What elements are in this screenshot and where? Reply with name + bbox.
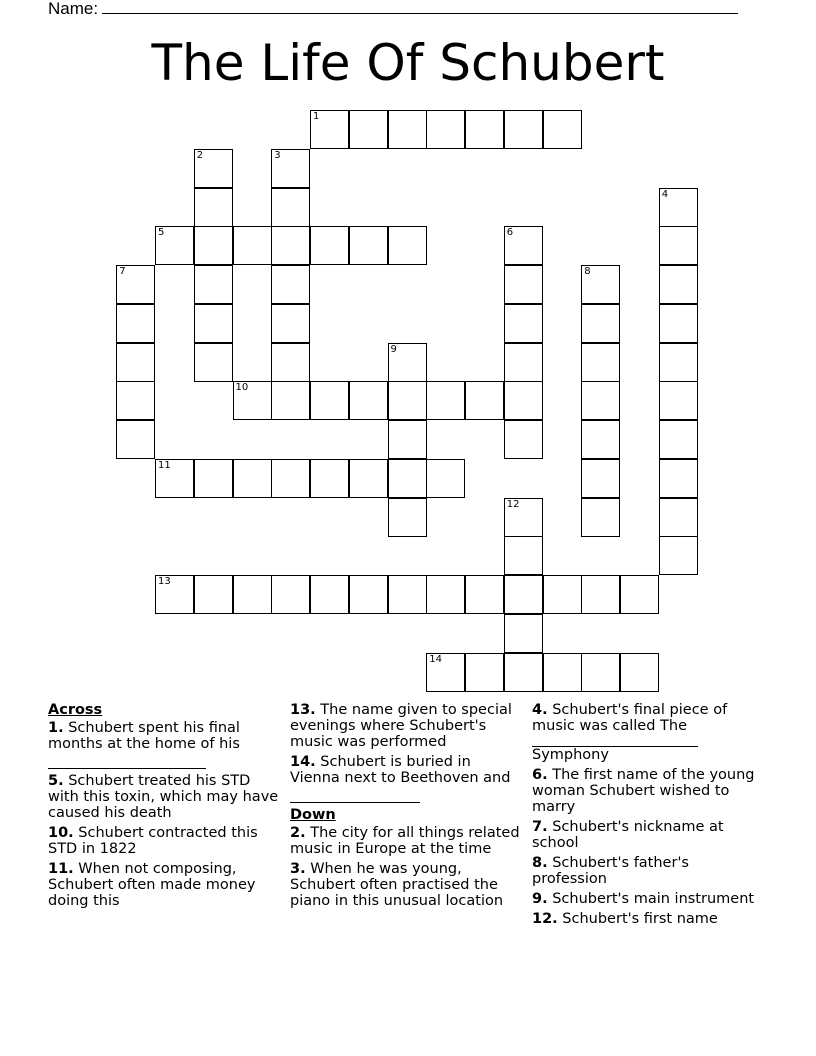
grid-cell[interactable] xyxy=(504,265,543,304)
grid-cell[interactable] xyxy=(194,226,233,265)
grid-cell[interactable] xyxy=(659,420,698,459)
clue-down-6: 6. The first name of the young woman Schubert wished to marry xyxy=(532,767,755,815)
clues-column-2 xyxy=(290,702,522,913)
grid-cell[interactable] xyxy=(388,575,427,614)
grid-cell[interactable] xyxy=(465,575,504,614)
grid-cell[interactable] xyxy=(504,226,543,265)
clue-across-11: 11. When not composing, Schubert often made money doing this xyxy=(48,861,256,909)
grid-cell[interactable] xyxy=(349,226,388,265)
clue-down-2: 2. The city for all things related music in Europe at the time xyxy=(290,825,520,857)
grid-cell[interactable] xyxy=(155,575,194,614)
grid-cell[interactable] xyxy=(116,420,155,459)
grid-cell[interactable] xyxy=(581,420,620,459)
grid-cell[interactable] xyxy=(271,265,310,304)
grid-cell[interactable] xyxy=(310,110,349,149)
grid-cell[interactable] xyxy=(620,575,659,614)
grid-cell[interactable] xyxy=(194,188,233,227)
grid-cell[interactable] xyxy=(233,381,272,420)
clue-number: 14 xyxy=(429,653,442,665)
grid-cell[interactable] xyxy=(388,110,427,149)
grid-cell[interactable] xyxy=(426,459,465,498)
grid-cell[interactable] xyxy=(504,420,543,459)
grid-cell[interactable] xyxy=(581,575,620,614)
grid-cell[interactable] xyxy=(155,459,194,498)
grid-cell[interactable] xyxy=(659,536,698,575)
clue-number: 5 xyxy=(158,227,165,239)
page-title: The Life Of Schubert xyxy=(151,34,665,92)
grid-cell[interactable] xyxy=(349,575,388,614)
grid-cell[interactable] xyxy=(271,381,310,420)
clue-down-9: 9. Schubert's main instrument xyxy=(532,891,755,907)
clue-number: 11 xyxy=(158,459,171,471)
answer-blank-line xyxy=(532,734,698,747)
clue-number: 8 xyxy=(584,266,591,277)
grid-cell[interactable] xyxy=(504,575,543,614)
grid-cell[interactable] xyxy=(504,304,543,343)
grid-cell[interactable] xyxy=(659,343,698,382)
grid-cell[interactable] xyxy=(659,381,698,420)
grid-cell[interactable] xyxy=(271,226,310,265)
grid-cell[interactable] xyxy=(310,226,349,265)
grid-cell[interactable] xyxy=(581,459,620,498)
grid-cell[interactable] xyxy=(543,575,582,614)
clue-number: 7 xyxy=(119,266,126,277)
grid-cell[interactable] xyxy=(271,304,310,343)
clue-across-14: 14. Schubert is buried in Vienna next to Beethoven and xyxy=(290,754,511,786)
grid-cell[interactable] xyxy=(388,343,427,382)
grid-cell[interactable] xyxy=(504,536,543,575)
clue-across-10: 10. Schubert contracted this STD in 1822 xyxy=(48,825,258,857)
grid-cell[interactable] xyxy=(194,459,233,498)
answer-blank-line xyxy=(290,790,420,803)
grid-cell[interactable] xyxy=(388,381,427,420)
grid-cell[interactable] xyxy=(581,265,620,304)
grid-cell[interactable] xyxy=(504,498,543,537)
clue-across-5: 5. Schubert treated his STD with this toxin, which may have caused his death xyxy=(48,773,279,821)
grid-cell[interactable] xyxy=(194,304,233,343)
clue-number: 9 xyxy=(390,343,397,355)
clue-number: 12 xyxy=(506,498,520,510)
grid-cell[interactable] xyxy=(620,653,659,692)
grid-cell[interactable] xyxy=(465,110,504,149)
grid-cell[interactable] xyxy=(426,575,465,614)
grid-cell[interactable] xyxy=(426,653,465,692)
grid-cell[interactable] xyxy=(233,459,272,498)
grid-cell[interactable] xyxy=(465,381,504,420)
grid-cell[interactable] xyxy=(271,459,310,498)
grid-cell[interactable] xyxy=(504,653,543,692)
grid-cell[interactable] xyxy=(349,459,388,498)
clue-down-4: 4. Schubert's final piece of music was called The xyxy=(532,702,728,734)
grid-cell[interactable] xyxy=(349,110,388,149)
grid-cell[interactable] xyxy=(310,459,349,498)
grid-cell[interactable] xyxy=(271,188,310,227)
grid-cell[interactable] xyxy=(659,459,698,498)
grid-cell[interactable] xyxy=(581,381,620,420)
grid-cell[interactable] xyxy=(155,226,194,265)
grid-cell[interactable] xyxy=(465,653,504,692)
grid-cell[interactable] xyxy=(194,265,233,304)
grid-cell[interactable] xyxy=(116,304,155,343)
clue-down-8: 8. Schubert's father's profession xyxy=(532,855,689,887)
grid-cell[interactable] xyxy=(233,575,272,614)
grid-cell[interactable] xyxy=(659,265,698,304)
clue-down-12: 12. Schubert's first name xyxy=(532,911,718,927)
grid-cell[interactable] xyxy=(543,653,582,692)
grid-cell[interactable] xyxy=(310,575,349,614)
grid-cell[interactable] xyxy=(659,498,698,537)
clue-number: 3 xyxy=(274,149,281,161)
grid-cell[interactable] xyxy=(581,498,620,537)
grid-cell[interactable] xyxy=(504,343,543,382)
clue-down-4-end: Symphony xyxy=(532,747,609,763)
clue-across-1: 1. Schubert spent his final months at the home of his xyxy=(48,720,240,752)
clue-down-3: 3. When he was young, Schubert often practised the piano in this unusual location xyxy=(290,861,504,909)
grid-cell[interactable] xyxy=(271,575,310,614)
grid-cell[interactable] xyxy=(194,575,233,614)
grid-cell[interactable] xyxy=(116,265,155,304)
clues-column-1 xyxy=(48,702,280,913)
clue-number: 2 xyxy=(196,149,204,161)
grid-cell[interactable] xyxy=(543,110,582,149)
grid-cell[interactable] xyxy=(504,614,543,653)
clue-number: 1 xyxy=(313,111,320,122)
grid-cell[interactable] xyxy=(349,381,388,420)
grid-cell[interactable] xyxy=(581,304,620,343)
grid-cell[interactable] xyxy=(116,343,155,382)
down-heading: Down xyxy=(290,807,336,823)
grid-cell[interactable] xyxy=(310,381,349,420)
clue-number: 13 xyxy=(158,576,171,587)
grid-cell[interactable] xyxy=(581,653,620,692)
grid-cell[interactable] xyxy=(271,343,310,382)
grid-cell[interactable] xyxy=(388,226,427,265)
clue-across-13: 13. The name given to special evenings where Schubert's music was performed xyxy=(290,702,512,750)
grid-cell[interactable] xyxy=(194,343,233,382)
grid-cell[interactable] xyxy=(426,381,465,420)
grid-cell[interactable] xyxy=(504,381,543,420)
clues-column-3 xyxy=(532,702,764,931)
across-heading: Across xyxy=(48,702,103,718)
grid-cell[interactable] xyxy=(271,149,310,188)
grid-cell[interactable] xyxy=(388,420,427,459)
clue-number: 4 xyxy=(661,188,669,200)
clue-number: 6 xyxy=(506,227,514,239)
grid-cell[interactable] xyxy=(388,459,427,498)
name-label: Name: xyxy=(48,0,99,18)
grid-cell[interactable] xyxy=(659,188,698,227)
clue-down-7: 7. Schubert's nickname at school xyxy=(532,819,724,851)
grid-cell[interactable] xyxy=(504,110,543,149)
grid-cell[interactable] xyxy=(659,226,698,265)
grid-cell[interactable] xyxy=(388,498,427,537)
clue-number: 10 xyxy=(235,382,249,394)
grid-cell[interactable] xyxy=(426,110,465,149)
grid-cell[interactable] xyxy=(194,149,233,188)
grid-cell[interactable] xyxy=(659,304,698,343)
grid-cell[interactable] xyxy=(233,226,272,265)
grid-cell[interactable] xyxy=(116,381,155,420)
grid-cell[interactable] xyxy=(581,343,620,382)
answer-blank-line xyxy=(48,756,206,769)
